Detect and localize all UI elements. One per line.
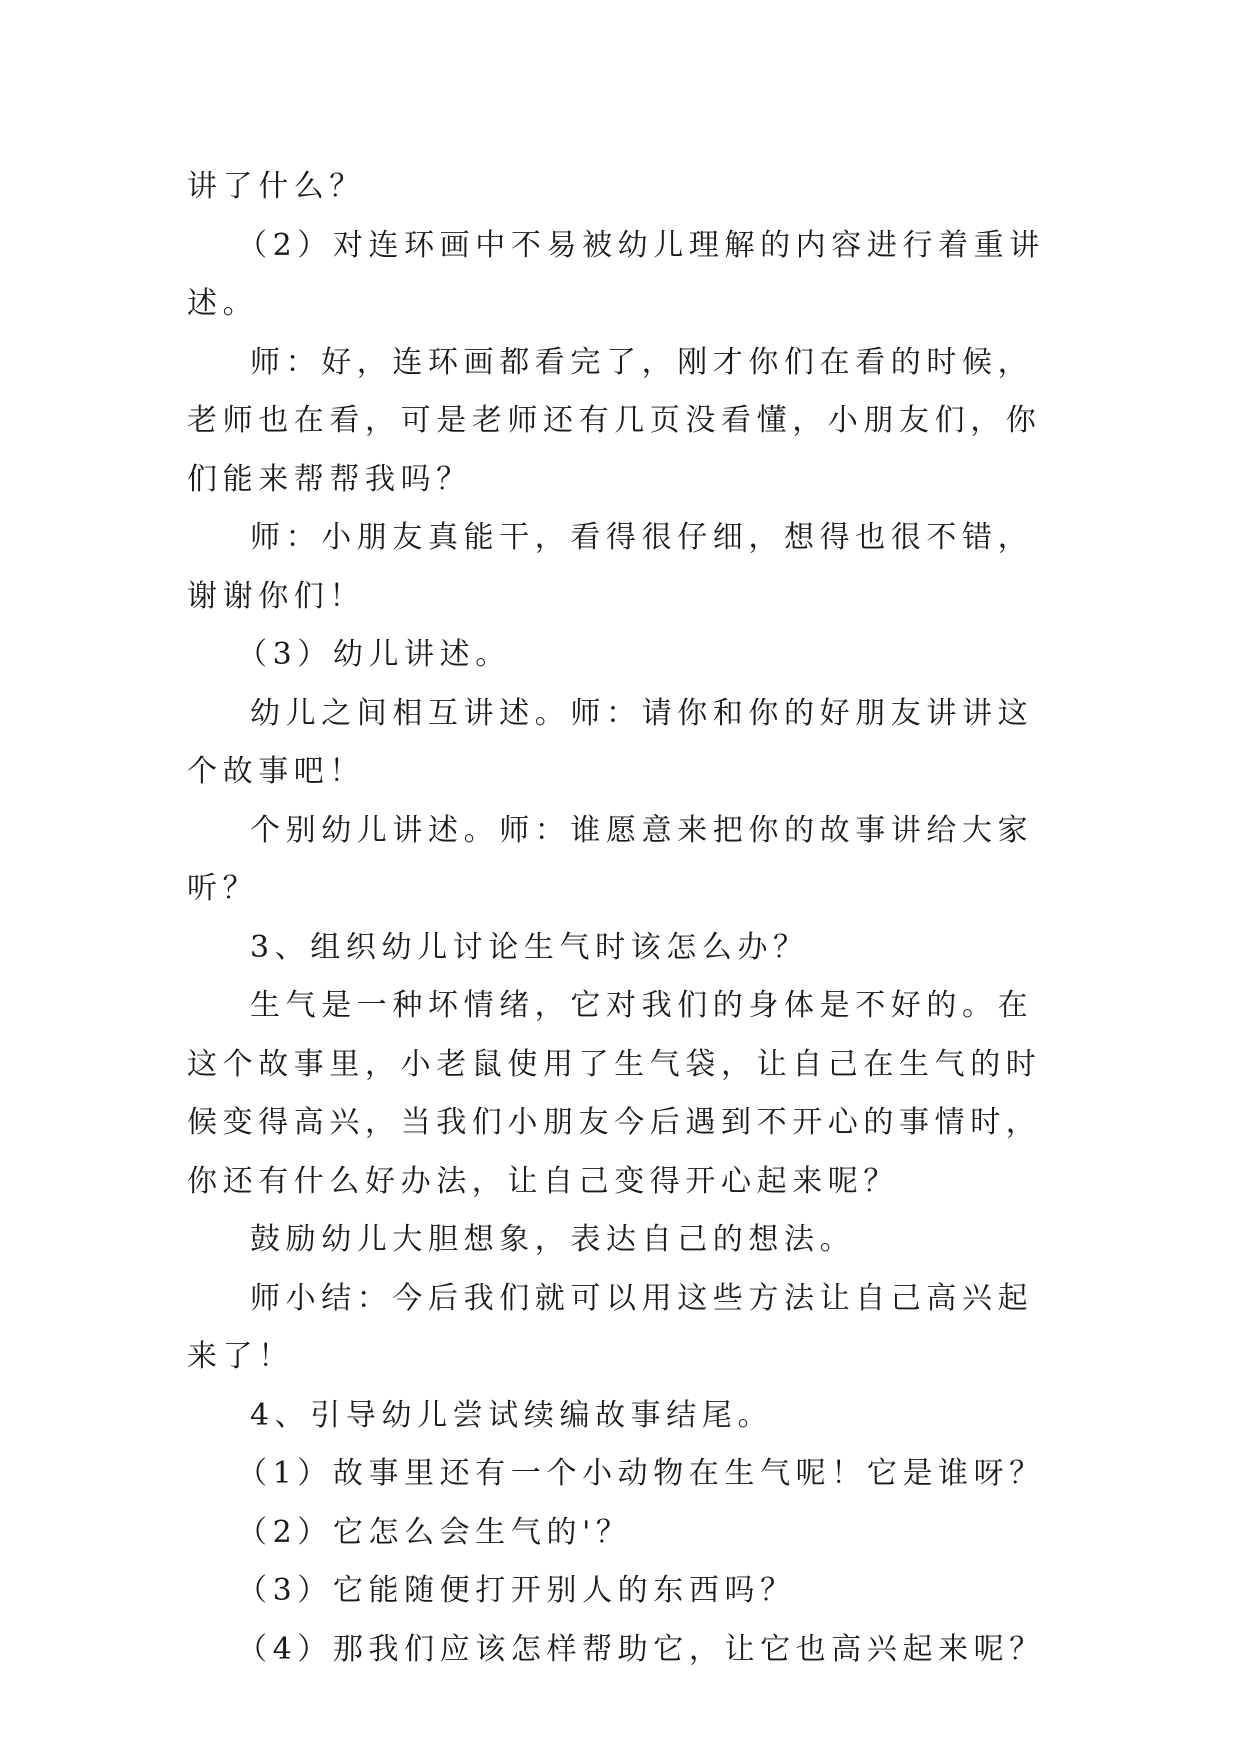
paragraph: （2）对连环画中不易被幼儿理解的内容进行着重讲述。	[187, 227, 1045, 321]
paragraph: 师：小朋友真能干，看得很仔细，想得也很不错，谢谢你们！	[187, 520, 1034, 614]
paragraph: 师：好，连环画都看完了，刚才你们在看的时候，老师也在看，可是老师还有几页没看懂，小朋友们，你们能来帮帮我吗？	[187, 344, 1042, 497]
paragraph: 讲了什么？	[187, 169, 365, 204]
document-body	[187, 158, 1067, 1679]
list-item: （4）那我们应该怎样帮助它，让它也高兴起来呢？	[237, 1631, 1045, 1667]
paragraph: 幼儿之间相互讲述。师：请你和你的好朋友讲讲这个故事吧！	[187, 695, 1034, 789]
list-item: （2）它怎么会生气的'？	[237, 1514, 632, 1550]
paragraph: 鼓励幼儿大胆想象，表达自己的想法。	[250, 1222, 856, 1257]
list-item: （1）故事里还有一个小动物在生气呢！它是谁呀？	[237, 1456, 1045, 1491]
paragraph: 生气是一种坏情绪，它对我们的身体是不好的。在这个故事里，小老鼠使用了生气袋，让自己在生气的时候变得高兴，当我们小朋友今后遇到不开心的事情时，你还有什么好办法，让自己变得开心起来呢？	[187, 988, 1042, 1199]
paragraph: 师小结：今后我们就可以用这些方法让自己高兴起来了！	[187, 1280, 1034, 1374]
paragraph: （3）幼儿讲述。	[237, 637, 511, 672]
list-item: （3）它能随便打开别人的东西吗？	[237, 1573, 796, 1608]
section-heading: 3、组织幼儿讨论生气时该怎么办？	[250, 929, 809, 965]
section-heading: 4、引导幼儿尝试续编故事结尾。	[250, 1397, 774, 1433]
paragraph: 个别幼儿讲述。师：谁愿意来把你的故事讲给大家听？	[187, 812, 1034, 906]
